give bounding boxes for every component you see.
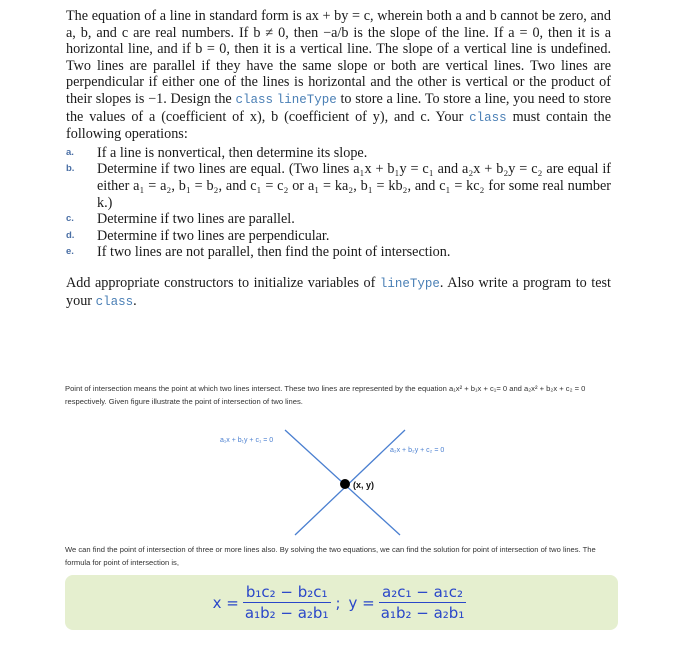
problem-closing (66, 275, 611, 310)
item-marker: b. (66, 163, 75, 175)
keyword-class-3: class (95, 294, 134, 309)
y-fraction (378, 583, 468, 622)
operation-item-c (66, 211, 611, 228)
y-lhs: y = (348, 593, 375, 612)
x-denominator: a₁b₂ − a₂b₁ (244, 604, 329, 622)
operations-list (66, 145, 611, 261)
operation-item-a (66, 145, 611, 162)
x-lhs: x = (212, 593, 239, 612)
operation-item-e (66, 244, 611, 261)
formula-separator: ; (335, 593, 341, 612)
description-text-3: must contain the following operations: (66, 108, 611, 143)
intersection-figure (210, 425, 480, 540)
point-label: (x, y) (353, 480, 375, 490)
keyword-linetype-2: lineType (379, 276, 440, 291)
line-2-label: a₂x + b₂y + c₂ = 0 (390, 447, 445, 454)
closing-text-1: Add appropriate constructors to initialize variables of (66, 274, 376, 291)
line-1-label: a₁x + b₁y + c₁ = 0 (220, 437, 274, 444)
x-numerator: b₁c₂ − b₂c₁ (243, 583, 331, 603)
item-text: If two lines are not parallel, then find the point of intersection. (97, 244, 451, 261)
item-text: Determine if two lines are perpendicular. (97, 227, 330, 244)
operation-item-b (66, 161, 611, 211)
solution-note-2: We can find the point of intersection of three or more lines also. By solving the two equations, we can find the solution for point of intersection of two lines. The formula for point of intersection is, (65, 545, 596, 567)
closing-text-3: . (133, 292, 137, 309)
y-numerator: a₂c₁ − a₁c₂ (379, 583, 466, 603)
y-denominator: a₁b₂ − a₂b₁ (380, 604, 465, 622)
x-fraction (242, 583, 332, 622)
item-marker: e. (66, 246, 74, 258)
item-text: Determine if two lines are parallel. (97, 211, 295, 228)
line-2 (295, 430, 405, 535)
description-text-1: The equation of a line in standard form is ax + by = c, wherein both a and b cannot be zero, and a, b, and c are real numbers. If b ≠ 0, then −a/b is the slope of the line. If a = 0, then it is a horizontal line, and if b = 0, then it is a vertical line. The slope of a vertical line is undefined. Two lines are parallel if they have the same slope or both are vertical lines. Two lines are perpendicular if either one of the lines is horizontal and the other is vertical or the product of their slopes is −1. Design the (66, 8, 611, 107)
item-text: Determine if two lines are equal. (Two lines a₁x + b₁y = c₁ and a₂x + b₂y = c₂ are equal if either a₁ = a₂, b₁ = b₂, and c₁ = c₂ or a₁ = ka₂, b₁ = kb₂, and c₁ = kc₂ for some real number k.) (97, 161, 611, 211)
description-text-2: to store a line. To store a line, you need to store the values of a (coefficient of x), b (coefficient of y), and c. Your (66, 90, 612, 125)
item-marker: a. (66, 146, 74, 158)
keyword-linetype: lineType (276, 92, 337, 107)
item-marker: c. (66, 213, 74, 225)
item-text: If a line is nonvertical, then determine its slope. (97, 144, 368, 161)
problem-statement (66, 8, 611, 310)
operation-item-d (66, 228, 611, 245)
keyword-class-2: class (469, 110, 507, 125)
problem-description (66, 8, 611, 143)
intersection-point (340, 479, 350, 489)
intersection-formula (65, 575, 618, 630)
item-marker: d. (66, 229, 75, 241)
keyword-class: class (235, 92, 273, 107)
closing-text-2: . Also write a program to test your (66, 274, 611, 309)
solution-note-1: Point of intersection means the point at which two lines intersect. These two lines are represented by the equation a₁x² + b₁x + c₁= 0 and a₂x² + b₂x + c₂ = 0 respectively. Given figure illustrate the point of intersection of two lines. (65, 384, 586, 406)
formula-box (65, 575, 618, 630)
